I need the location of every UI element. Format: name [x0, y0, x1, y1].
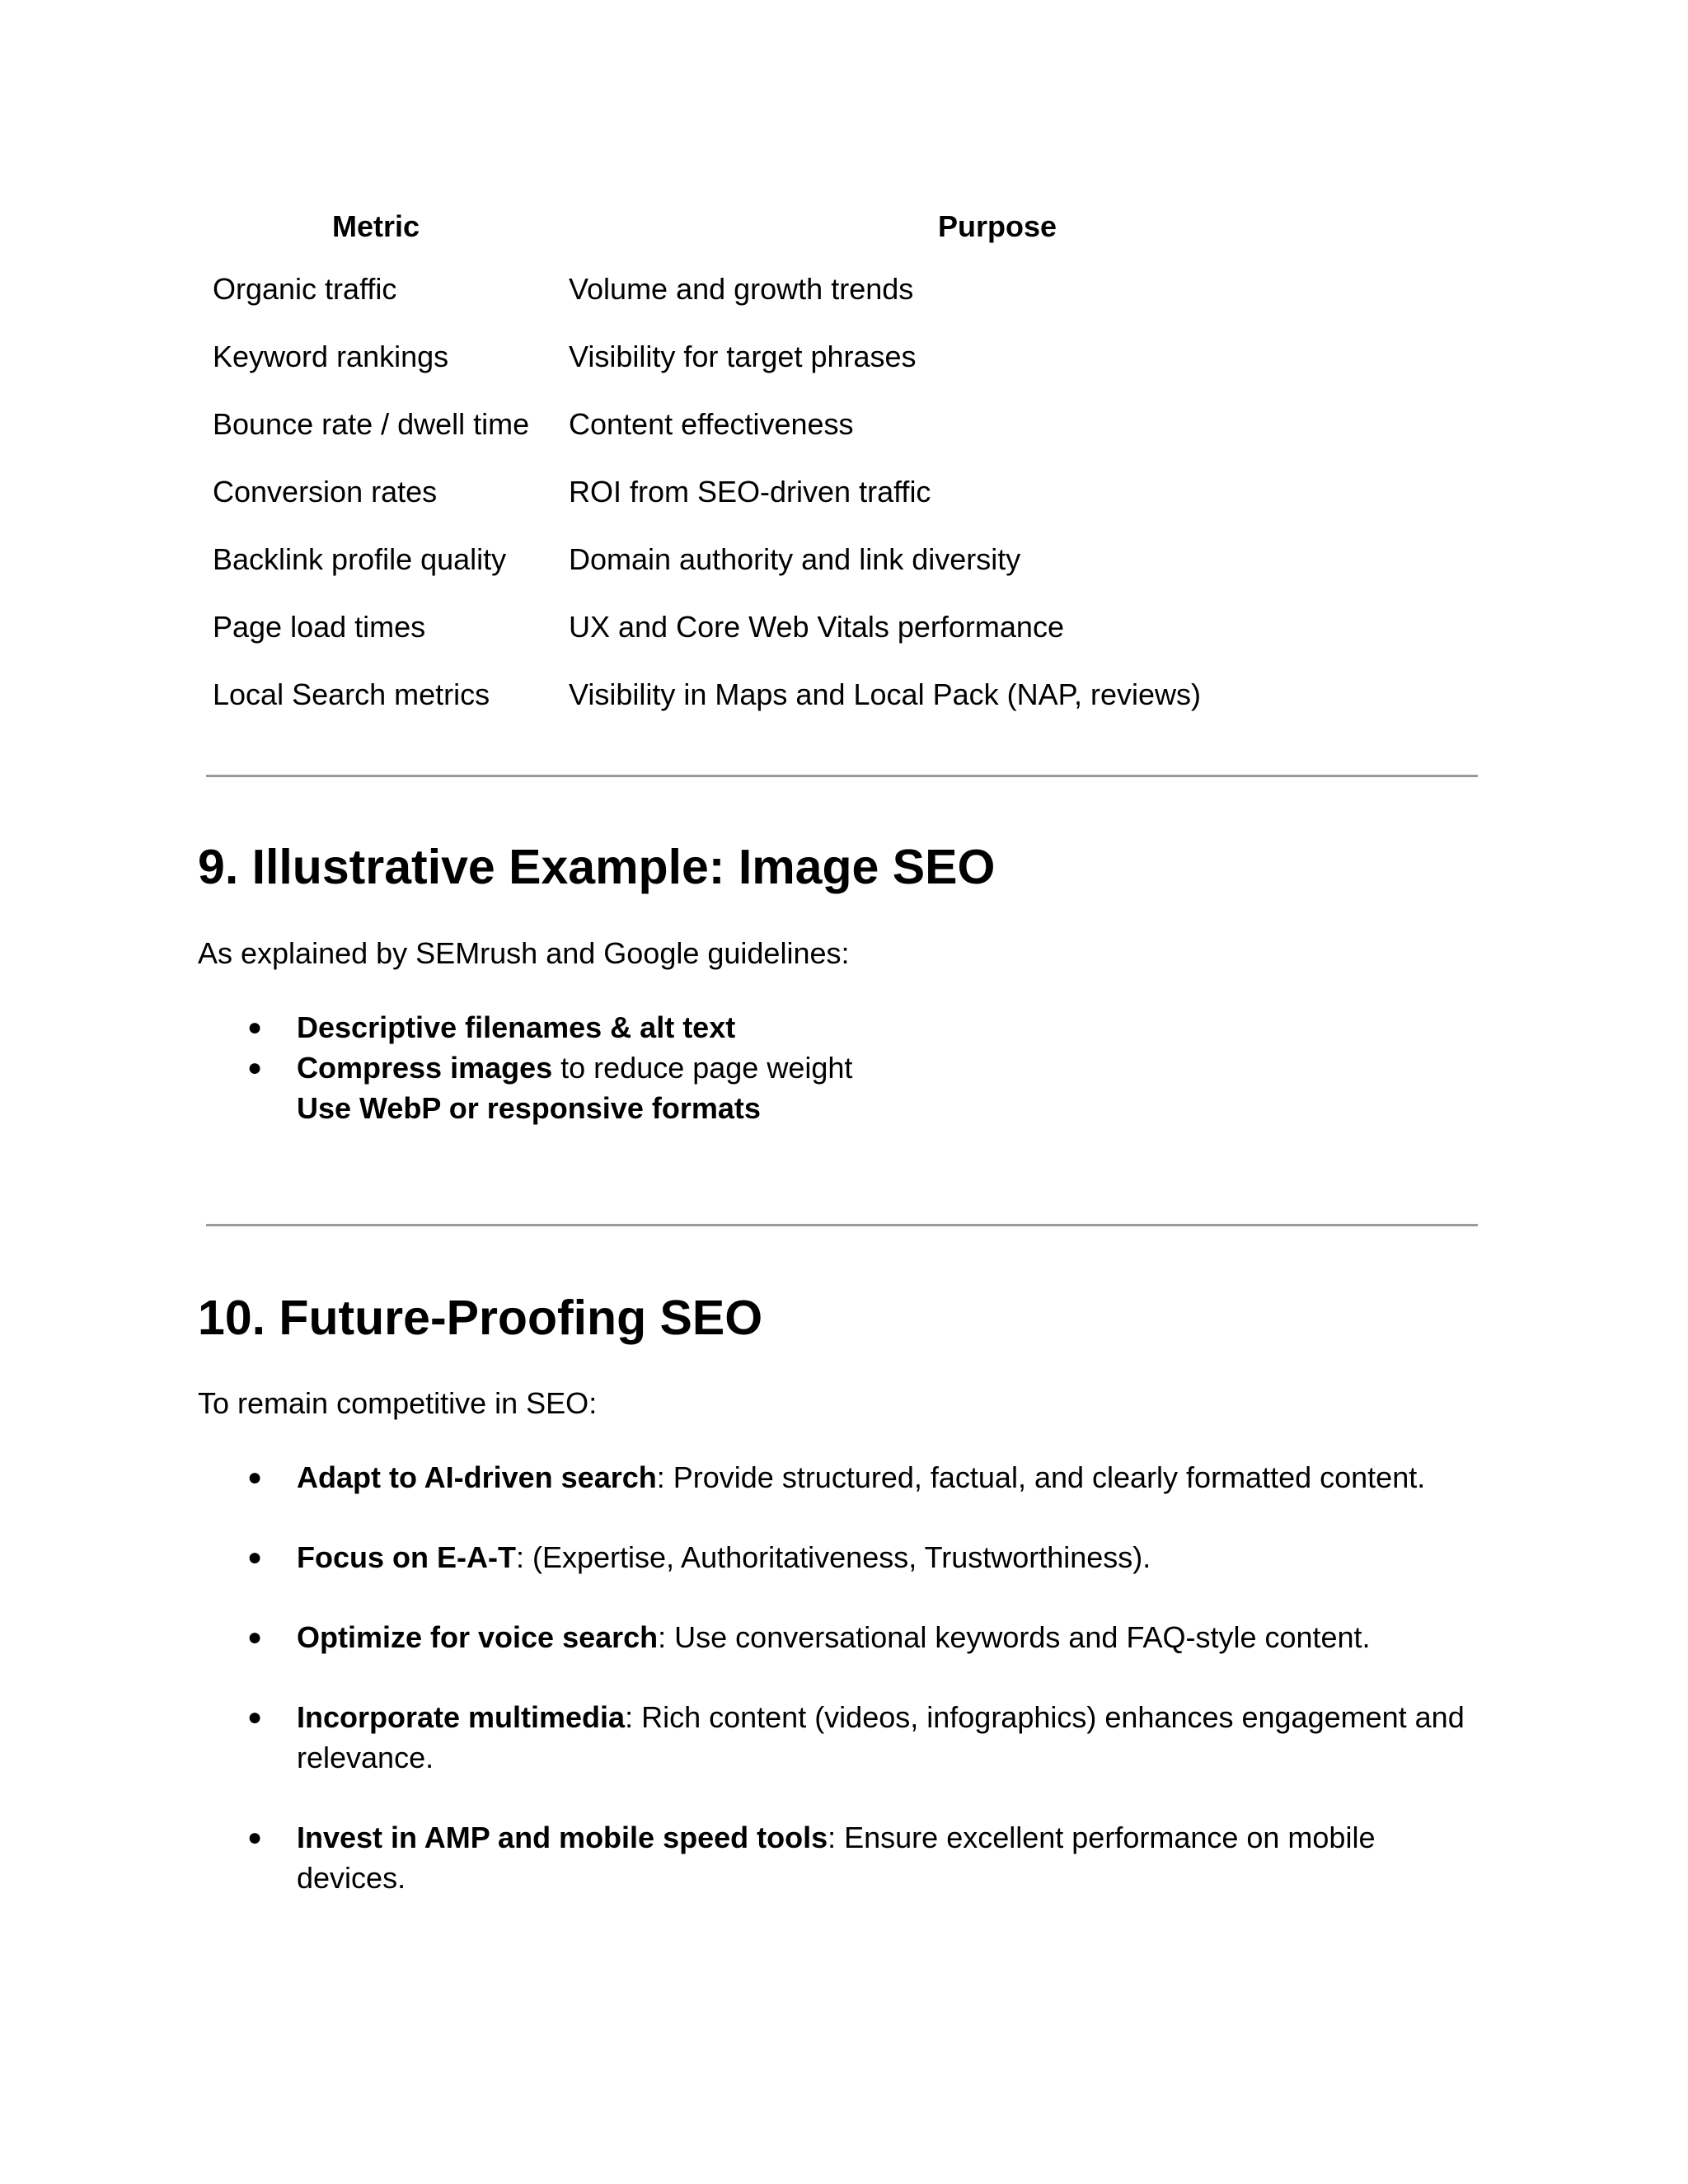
table-row — [198, 323, 1441, 391]
list-item-text: : (Expertise, Authoritativeness, Trustworthiness). — [515, 1540, 1151, 1574]
list-item — [247, 1457, 1484, 1497]
bullet-icon: ● — [247, 1054, 263, 1081]
list-item — [247, 1007, 1484, 1047]
list-item-bold: Optimize for voice search — [297, 1620, 659, 1654]
table-row — [198, 391, 1441, 458]
list-item-text: : Provide structured, factual, and clearly formatted content. — [656, 1460, 1426, 1494]
table-row — [198, 661, 1441, 729]
list-item — [247, 1047, 1484, 1128]
metric-cell: Backlink profile quality — [213, 542, 507, 576]
list-item-text: : Use conversational keywords and FAQ-style content. — [658, 1620, 1371, 1654]
list-item-bold: Adapt to AI-driven search — [297, 1460, 657, 1494]
list-item-bold: Compress images — [297, 1051, 553, 1085]
bullet-icon: ● — [247, 1624, 263, 1651]
metric-cell: Organic traffic — [213, 272, 397, 306]
column-header-purpose: Purpose — [937, 209, 1057, 243]
bullet-icon: ● — [247, 1704, 263, 1731]
list-item-text: to reduce page weight — [552, 1051, 853, 1085]
purpose-cell: Content effectiveness — [569, 407, 854, 441]
list-item — [247, 1617, 1484, 1657]
list-item-text: : Rich content (videos, infographics) enhances engagement and relevance. — [297, 1700, 1465, 1774]
metrics-table — [198, 204, 1441, 729]
purpose-cell: Visibility in Maps and Local Pack (NAP, reviews) — [569, 677, 1201, 711]
section-heading-image-seo: 9. Illustrative Example: Image SEO — [198, 840, 996, 894]
metric-cell: Page load times — [213, 610, 426, 644]
image-seo-list — [247, 1007, 1484, 1128]
table-row — [198, 272, 1441, 323]
horizontal-divider — [206, 1224, 1478, 1226]
table-row — [198, 458, 1441, 526]
list-item-bold: Incorporate multimedia — [297, 1700, 626, 1734]
metric-cell: Keyword rankings — [213, 340, 449, 373]
metric-cell: Local Search metrics — [213, 677, 490, 711]
future-proofing-list — [247, 1457, 1484, 1938]
bullet-icon: ● — [247, 1824, 263, 1851]
list-item — [247, 1537, 1484, 1577]
horizontal-divider — [206, 775, 1478, 777]
purpose-cell: UX and Core Web Vitals performance — [569, 610, 1064, 644]
list-item-bold: Focus on E-A-T — [297, 1540, 516, 1574]
section-intro: As explained by SEMrush and Google guidelines: — [198, 936, 850, 970]
metric-cell: Bounce rate / dwell time — [213, 407, 530, 441]
list-item-continuation: Use WebP or responsive formats — [297, 1091, 761, 1125]
bullet-icon: ● — [247, 1544, 263, 1571]
section-intro: To remain competitive in SEO: — [198, 1386, 598, 1420]
table-header-row — [198, 204, 1441, 272]
table-row — [198, 593, 1441, 661]
metric-cell: Conversion rates — [213, 475, 438, 509]
purpose-cell: ROI from SEO-driven traffic — [569, 475, 931, 509]
list-item-bold: Descriptive filenames & alt text — [297, 1010, 736, 1044]
bullet-icon: ● — [247, 1014, 263, 1041]
purpose-cell: Visibility for target phrases — [569, 340, 917, 373]
list-item — [247, 1817, 1484, 1898]
list-item-text: : Ensure excellent performance on mobile devices. — [297, 1821, 1376, 1895]
section-heading-future-proofing: 10. Future-Proofing SEO — [198, 1291, 763, 1345]
list-item — [247, 1697, 1484, 1778]
bullet-icon: ● — [247, 1464, 263, 1491]
purpose-cell: Domain authority and link diversity — [569, 542, 1021, 576]
purpose-cell: Volume and growth trends — [569, 272, 914, 306]
table-row — [198, 526, 1441, 593]
list-item-bold: Invest in AMP and mobile speed tools — [297, 1821, 828, 1854]
column-header-metric: Metric — [331, 209, 420, 243]
